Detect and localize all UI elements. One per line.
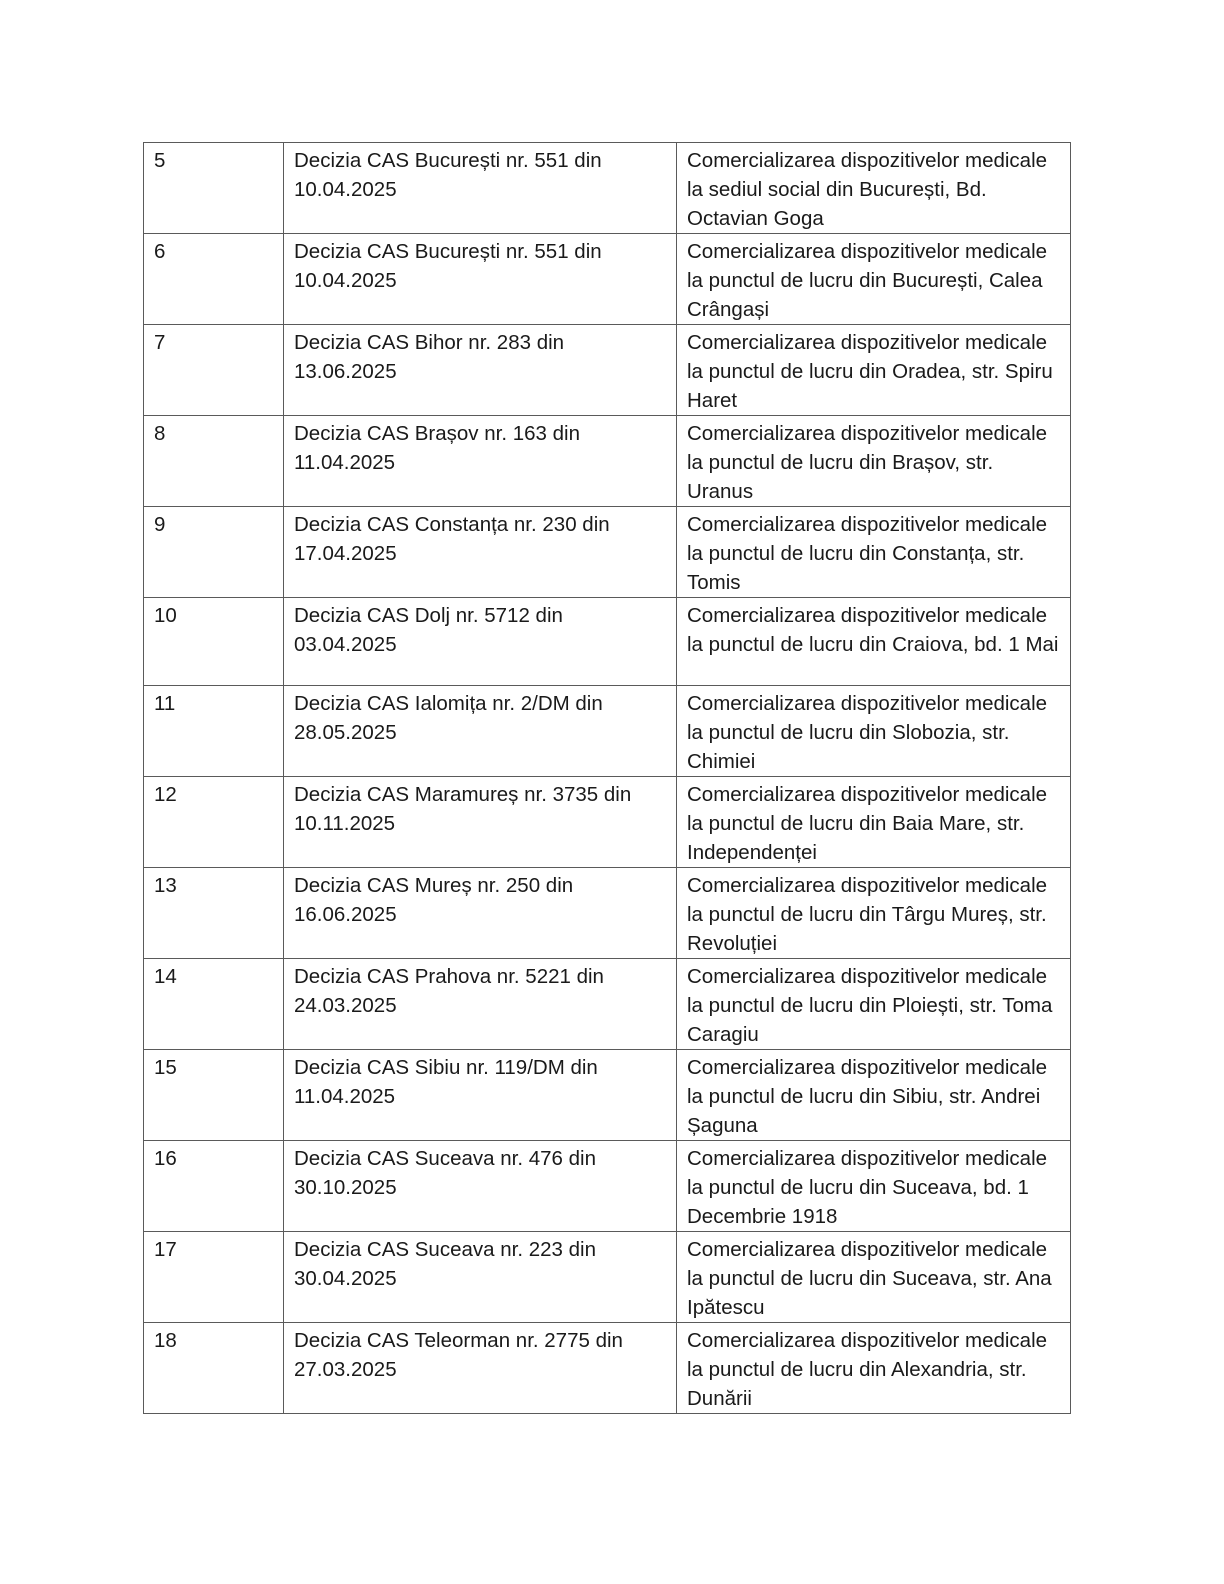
row-number-cell: 8 <box>144 416 284 507</box>
description-cell: Comercializarea dispozitivelor medicale la punctul de lucru din Târgu Mureș, str. Revoluției <box>677 868 1071 959</box>
row-number-cell: 6 <box>144 234 284 325</box>
table-body <box>144 143 1071 1414</box>
description-cell: Comercializarea dispozitivelor medicale la punctul de lucru din Suceava, bd. 1 Decembrie 1918 <box>677 1141 1071 1232</box>
table-row <box>144 325 1071 416</box>
description-cell: Comercializarea dispozitivelor medicale la punctul de lucru din Alexandria, str. Dunării <box>677 1323 1071 1414</box>
decision-cell: Decizia CAS Prahova nr. 5221 din 24.03.2025 <box>284 959 677 1050</box>
table-row <box>144 1323 1071 1414</box>
table-row <box>144 868 1071 959</box>
table-row <box>144 1232 1071 1323</box>
description-cell: Comercializarea dispozitivelor medicale la punctul de lucru din Craiova, bd. 1 Mai <box>677 598 1071 686</box>
description-cell: Comercializarea dispozitivelor medicale la punctul de lucru din Brașov, str. Uranus <box>677 416 1071 507</box>
decision-cell: Decizia CAS Suceava nr. 223 din 30.04.2025 <box>284 1232 677 1323</box>
description-cell: Comercializarea dispozitivelor medicale la punctul de lucru din Constanța, str. Tomis <box>677 507 1071 598</box>
decision-cell: Decizia CAS Teleorman nr. 2775 din 27.03.2025 <box>284 1323 677 1414</box>
row-number-cell: 7 <box>144 325 284 416</box>
decision-cell: Decizia CAS Bihor nr. 283 din 13.06.2025 <box>284 325 677 416</box>
row-number-cell: 9 <box>144 507 284 598</box>
decision-cell: Decizia CAS Ialomița nr. 2/DM din 28.05.2025 <box>284 686 677 777</box>
decisions-table <box>143 142 1071 1414</box>
decision-cell: Decizia CAS Suceava nr. 476 din 30.10.2025 <box>284 1141 677 1232</box>
row-number-cell: 13 <box>144 868 284 959</box>
row-number-cell: 17 <box>144 1232 284 1323</box>
decision-cell: Decizia CAS Mureș nr. 250 din 16.06.2025 <box>284 868 677 959</box>
row-number-cell: 18 <box>144 1323 284 1414</box>
table-row <box>144 777 1071 868</box>
decision-cell: Decizia CAS București nr. 551 din 10.04.2025 <box>284 234 677 325</box>
description-cell: Comercializarea dispozitivelor medicale la sediul social din București, Bd. Octavian Goga <box>677 143 1071 234</box>
table-row <box>144 686 1071 777</box>
row-number-cell: 15 <box>144 1050 284 1141</box>
table-row <box>144 507 1071 598</box>
table-row <box>144 1141 1071 1232</box>
table-row <box>144 416 1071 507</box>
row-number-cell: 11 <box>144 686 284 777</box>
decision-cell: Decizia CAS Brașov nr. 163 din 11.04.2025 <box>284 416 677 507</box>
decision-cell: Decizia CAS Maramureș nr. 3735 din 10.11.2025 <box>284 777 677 868</box>
table-row <box>144 598 1071 686</box>
description-cell: Comercializarea dispozitivelor medicale la punctul de lucru din București, Calea Crângași <box>677 234 1071 325</box>
decision-cell: Decizia CAS Sibiu nr. 119/DM din 11.04.2025 <box>284 1050 677 1141</box>
table-row <box>144 959 1071 1050</box>
row-number-cell: 14 <box>144 959 284 1050</box>
decision-cell: Decizia CAS București nr. 551 din 10.04.2025 <box>284 143 677 234</box>
row-number-cell: 16 <box>144 1141 284 1232</box>
row-number-cell: 10 <box>144 598 284 686</box>
description-cell: Comercializarea dispozitivelor medicale la punctul de lucru din Oradea, str. Spiru Haret <box>677 325 1071 416</box>
row-number-cell: 5 <box>144 143 284 234</box>
description-cell: Comercializarea dispozitivelor medicale la punctul de lucru din Sibiu, str. Andrei Șaguna <box>677 1050 1071 1141</box>
table-row <box>144 143 1071 234</box>
row-number-cell: 12 <box>144 777 284 868</box>
table-row <box>144 234 1071 325</box>
description-cell: Comercializarea dispozitivelor medicale la punctul de lucru din Ploiești, str. Toma Caragiu <box>677 959 1071 1050</box>
table-row <box>144 1050 1071 1141</box>
description-cell: Comercializarea dispozitivelor medicale la punctul de lucru din Slobozia, str. Chimiei <box>677 686 1071 777</box>
description-cell: Comercializarea dispozitivelor medicale la punctul de lucru din Baia Mare, str. Independenței <box>677 777 1071 868</box>
decision-cell: Decizia CAS Constanța nr. 230 din 17.04.2025 <box>284 507 677 598</box>
description-cell: Comercializarea dispozitivelor medicale la punctul de lucru din Suceava, str. Ana Ipătescu <box>677 1232 1071 1323</box>
decision-cell: Decizia CAS Dolj nr. 5712 din 03.04.2025 <box>284 598 677 686</box>
